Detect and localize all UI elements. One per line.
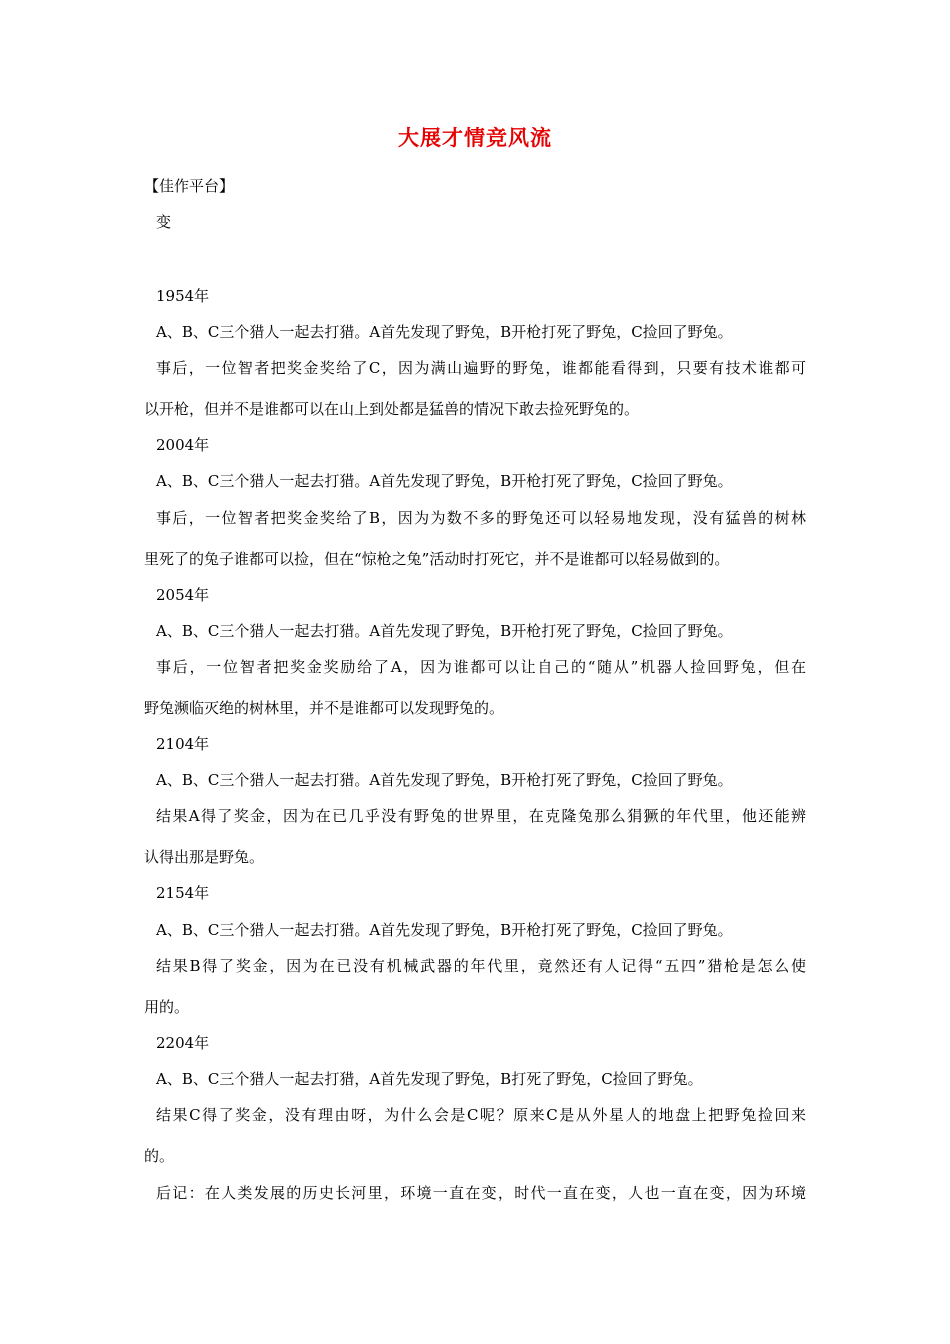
section-label: 【佳作平台】: [144, 177, 235, 195]
year-heading: 1954年: [156, 287, 210, 305]
paragraph-line: 认得出那是野兔。: [144, 848, 265, 866]
event-line: A、B、C三个猎人一起去打猎。A首先发现了野兔，B开枪打死了野兔，C捡回了野兔。: [156, 622, 733, 640]
year-heading: 2154年: [156, 884, 210, 902]
essay-title: 变: [156, 213, 172, 231]
year-heading: 2104年: [156, 735, 210, 753]
event-line: A、B、C三个猎人一起去打猎。A首先发现了野兔，B开枪打死了野兔，C捡回了野兔。: [156, 472, 733, 490]
year-heading: 2054年: [156, 586, 210, 604]
paragraph-line: 的。: [144, 1147, 175, 1165]
year-heading: 2204年: [156, 1034, 210, 1052]
paragraph-line: 事后，一位智者把奖金奖给了B，因为为数不多的野兔还可以轻易地发现，没有猛兽的树林: [156, 509, 806, 527]
event-line: A、B、C三个猎人一起去打猎，A首先发现了野兔，B打死了野兔，C捡回了野兔。: [156, 1070, 703, 1088]
event-line: A、B、C三个猎人一起去打猎。A首先发现了野兔，B开枪打死了野兔，C捡回了野兔。: [156, 921, 733, 939]
paragraph-line: 事后，一位智者把奖金奖给了C，因为满山遍野的野兔，谁都能看得到，只要有技术谁都可: [156, 359, 806, 377]
paragraph-line: 结果C得了奖金，没有理由呀，为什么会是C呢？原来C是从外星人的地盘上把野兔捡回来: [156, 1106, 806, 1124]
paragraph-line: 野兔濒临灭绝的树林里，并不是谁都可以发现野兔的。: [144, 699, 505, 717]
event-line: A、B、C三个猎人一起去打猎。A首先发现了野兔，B开枪打死了野兔，C捡回了野兔。: [156, 323, 733, 341]
paragraph-line: 用的。: [144, 998, 190, 1016]
paragraph-line: 事后，一位智者把奖金奖励给了A，因为谁都可以让自己的“随从”机器人捡回野兔，但在: [156, 658, 806, 676]
paragraph-line: 结果B得了奖金，因为在已没有机械武器的年代里，竟然还有人记得“五四”猎枪是怎么使: [156, 957, 806, 975]
year-heading: 2004年: [156, 436, 210, 454]
event-line: A、B、C三个猎人一起去打猎。A首先发现了野兔，B开枪打死了野兔，C捡回了野兔。: [156, 771, 733, 789]
paragraph-line: 以开枪，但并不是谁都可以在山上到处都是猛兽的情况下敢去捡死野兔的。: [144, 400, 640, 418]
postscript-line: 后记：在人类发展的历史长河里，环境一直在变，时代一直在变，人也一直在变，因为环境: [156, 1184, 806, 1202]
paragraph-line: 结果A得了奖金，因为在已几乎没有野兔的世界里，在克隆兔那么狷獗的年代里，他还能辨: [156, 807, 806, 825]
paragraph-line: 里死了的兔子谁都可以捡，但在“惊枪之兔”活动时打死它，并不是谁都可以轻易做到的。: [144, 550, 730, 568]
page-title: 大展才情竞风流: [398, 125, 552, 150]
